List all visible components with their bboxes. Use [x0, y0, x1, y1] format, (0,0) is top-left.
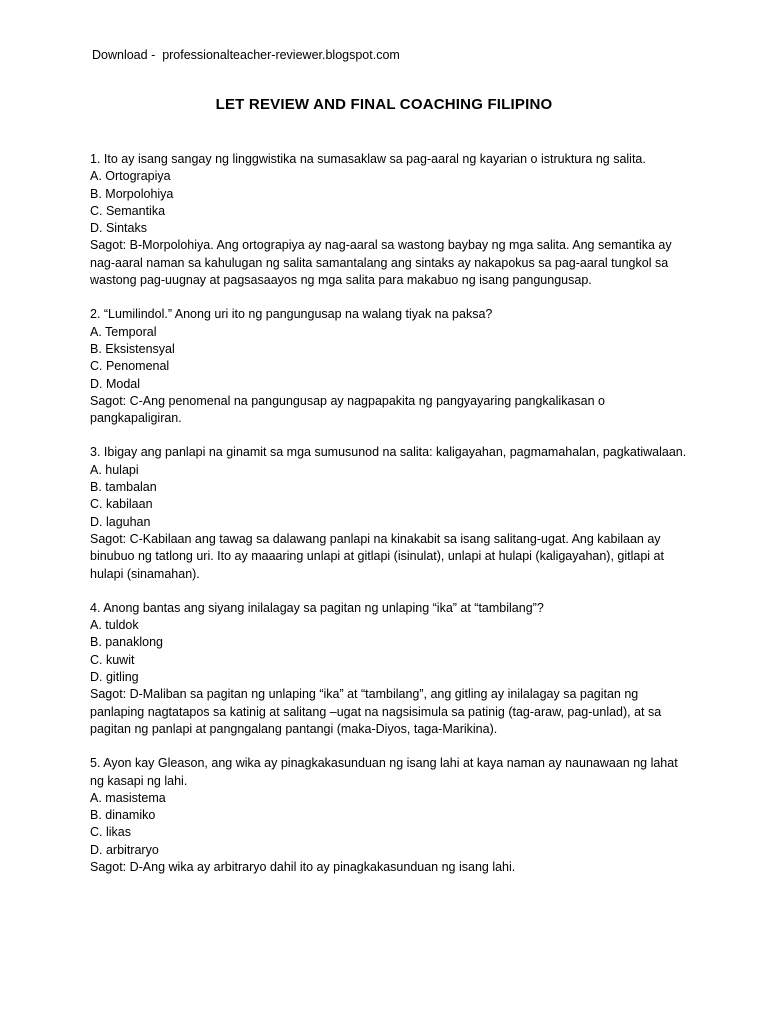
option-c: C. Penomenal [90, 359, 170, 374]
option-b: B. dinamiko [90, 808, 156, 823]
option-list [90, 168, 690, 237]
question-stem: 4. Anong bantas ang siyang inilalagay sa pagitan ng unlaping “ika” at “tambilang”? [90, 600, 544, 615]
option-d: D. laguhan [90, 514, 151, 529]
question-stem: 1. Ito ay isang sangay ng linggwistika na sumasaklaw sa pag-aaral ng kayarian o istruktura ng salita. [90, 152, 646, 166]
question-stem: 5. Ayon kay Gleason, ang wika ay pinagkakasunduan ng isang lahi at kaya naman ay naunawaan ng lahat ng kasapi ng lahi. [90, 756, 678, 788]
question-2 [90, 306, 690, 427]
option-b: B. Morpolohiya [90, 186, 174, 201]
option-a: A. Ortograpiya [90, 169, 171, 184]
answer-explanation: Sagot: C-Kabilaan ang tawag sa dalawang panlapi na kinakabit sa isang salitang-ugat. Ang kabilaan ay binubuo ng tatlong uri. Ito ay maaaring unlapi at gitlapi (isinulat), unlapi at hulapi (kaligayahan), gitlapi at hulapi (sinamahan). [90, 531, 664, 581]
option-list [90, 790, 690, 859]
question-4 [90, 600, 690, 738]
option-a: A. hulapi [90, 462, 139, 477]
download-line [92, 47, 400, 64]
answer-explanation: Sagot: D-Ang wika ay arbitraryo dahil ito ay pinagkakasunduan ng isang lahi. [90, 859, 516, 874]
answer-explanation: Sagot: C-Ang penomenal na pangungusap ay nagpapakita ng pangyayaring pangkalikasan o pangkapaligiran. [90, 393, 605, 426]
option-list [90, 462, 690, 531]
option-c: C. kuwit [90, 652, 135, 667]
download-label: Download - [92, 48, 156, 62]
option-c: C. Semantika [90, 203, 166, 218]
option-a: A. masistema [90, 790, 166, 805]
option-list [90, 324, 690, 393]
question-list [90, 151, 690, 893]
question-stem: 2. “Lumilindol.” Anong uri ito ng pangungusap na walang tiyak na paksa? [90, 307, 493, 322]
option-c: C. kabilaan [90, 497, 153, 512]
option-a: A. tuldok [90, 618, 139, 633]
option-d: D. arbitraryo [90, 842, 159, 857]
page-title: LET REVIEW AND FINAL COACHING FILIPINO [215, 96, 553, 113]
answer-explanation: Sagot: D-Maliban sa pagitan ng unlaping “ika” at “tambilang”, ang gitling ay inilalagay sa pagitan ng panlaping nagtatapos sa katinig at salitang –ugat na nagsisimula sa patinig (tag-araw, pag-unlad), at sa pagitan ng panlapi at pangngalang pantangi (maka-Diyos, taga-Marikina). [90, 687, 662, 736]
option-b: B. Eksistensyal [90, 341, 175, 356]
download-url: professionalteacher-reviewer.blogspot.com [162, 48, 400, 62]
question-stem: 3. Ibigay ang panlapi na ginamit sa mga sumusunod na salita: kaligayahan, pagmamahalan, pagkatiwalaan. [90, 445, 687, 460]
option-d: D. Sintaks [90, 221, 147, 236]
option-b: B. tambalan [90, 480, 157, 495]
option-d: D. Modal [90, 376, 141, 391]
question-1 [90, 151, 690, 289]
option-d: D. gitling [90, 670, 139, 685]
option-b: B. panaklong [90, 635, 163, 650]
option-c: C. likas [90, 825, 131, 840]
option-list [90, 617, 690, 686]
answer-explanation: Sagot: B-Morpolohiya. Ang ortograpiya ay nag-aaral sa wastong baybay ng mga salita. Ang semantika ay nag-aaral naman sa kahulugan ng salita samantalang ang sintaks ay nakapokus sa pag-aaral tungkol sa wastong pag-uugnay at pagsasaayos ng mga salita para makabuo ng isang pangungusap. [90, 238, 672, 288]
question-3 [90, 444, 690, 582]
option-a: A. Temporal [90, 324, 157, 339]
question-5 [90, 755, 690, 876]
